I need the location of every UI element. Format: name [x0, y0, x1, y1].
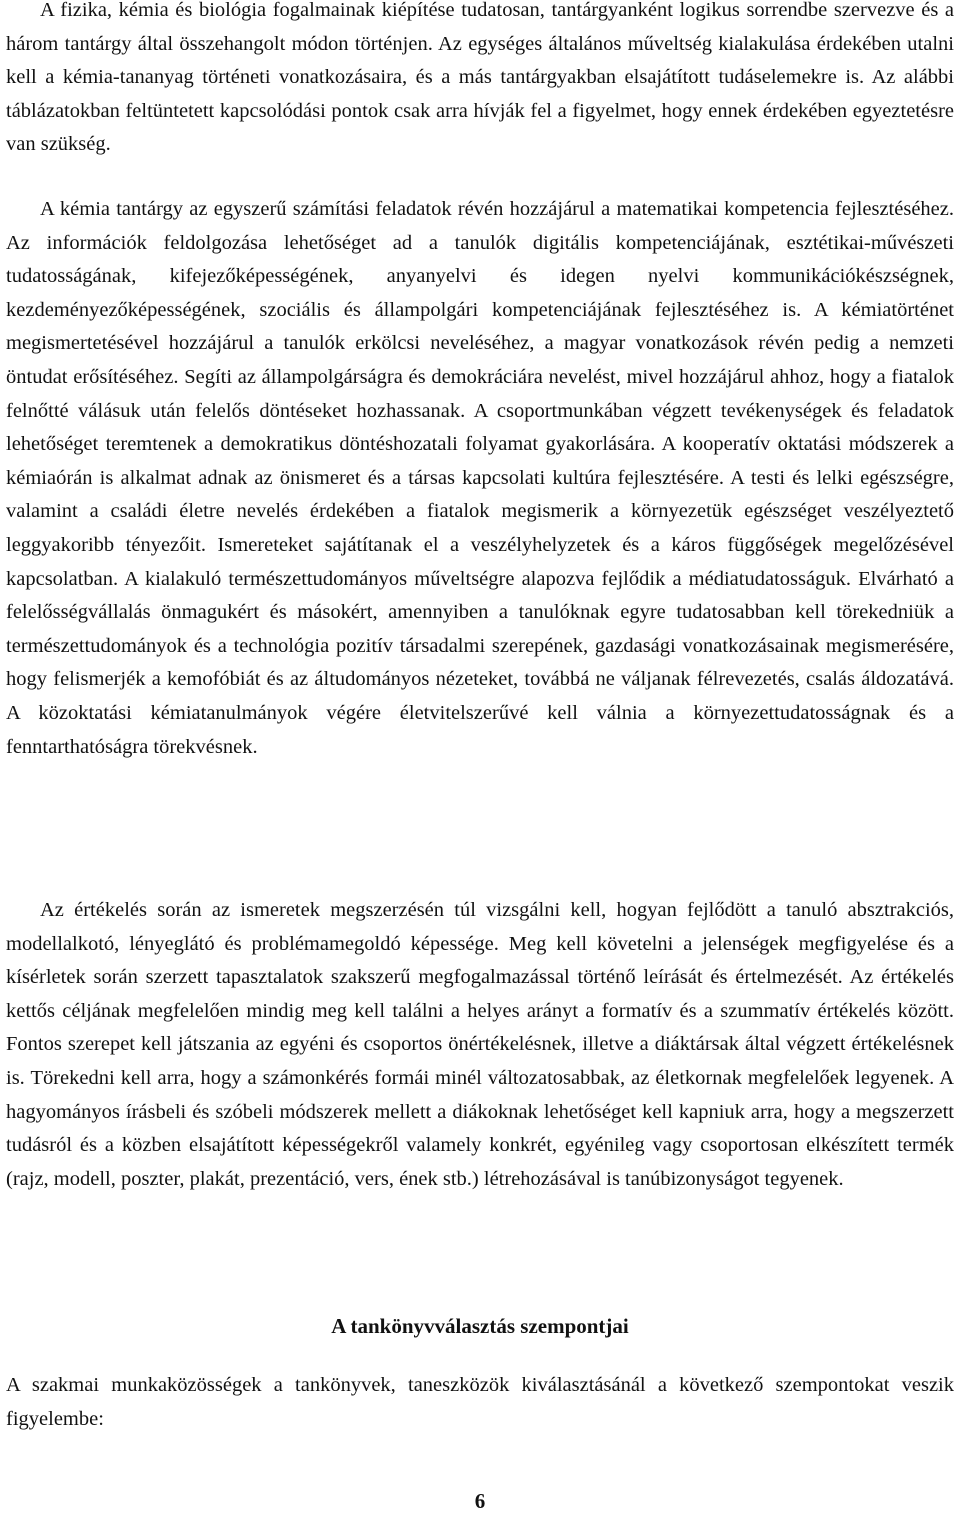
paragraph-textbook-criteria: A szakmai munkaközösségek a tankönyvek, taneszközök kiválasztásánál a következő szempontokat veszik figyelembe:: [6, 1374, 954, 1430]
paragraph-assessment: Az értékelés során az ismeretek megszerzésén túl vizsgálni kell, hogyan fejlődött a tanuló absztrakciós, modellalkotó, lényeglátó és problémamegoldó képessége. Meg kell követelni a jelenségek megfigyelése és a kísérletek során szerzett tapasztalatok szakszerű megfogalmazással történő leírását és értelmezését. Az értékelés kettős céljának megfelelően mindig meg kell találni a helyes arányt a formatív és a szummatív értékelés között. Fontos szerepet kell játszania az egyéni és csoportos önértékelésnek, illetve a diáktársak által végzett értékelésnek is. Törekedni kell arra, hogy a számonkérés formái minél változatosabbak, az életkornak megfelelőek legyenek. A hagyományos írásbeli és szóbeli módszerek mellett a diákoknak lehetőséget kell kapniuk arra, hogy a megszerzett tudásról és a közben elsajátított képességekről valamely konkrét, egyénileg vagy csoportosan elkészített termék (rajz, modell, poszter, plakát, prezentáció, vers, ének stb.) létrehozásával is tanúbizonyságot tegyenek.: [6, 899, 954, 1190]
page-number: 6: [474, 1489, 486, 1513]
paragraph-curriculum-coordination: A fizika, kémia és biológia fogalmainak kiépítése tudatosan, tantárgyanként logikus sorrendbe szervezve és a három tantárgy által összehangolt módon történjen. Az egységes általános műveltség kialakulása érdekében utalni kell a kémia-tananyag történeti vonatkozásaira, és a más tantárgyakban elsajátított tudáselemekre is. Az alábbi táblázatokban feltüntetett kapcsolódási pontok csak arra hívják fel a figyelmet, hogy ennek érdekében egyeztetésre van szükség.: [6, 0, 954, 156]
section-heading: A tankönyvválasztás szempontjai: [331, 1314, 629, 1338]
paragraph-competence-development: A kémia tantárgy az egyszerű számítási feladatok révén hozzájárul a matematikai kompetencia fejlesztéséhez. Az információk feldolgozása lehetőséget ad a tanulók digitális kompetenciájának, esztétikai-művészeti tudatosságának, kifejezőképességének, anyanyelvi és idegen nyelvi kommunikációkészségnek, kezdeményezőképességének, szociális és állampolgári kompetenciájának fejlesztéséhez is. A kémiatörténet megismertetésével hozzájárul a tanulók erkölcsi neveléséhez, a magyar vonatkozások révén pedig a nemzeti öntudat erősítéséhez. Segíti az állampolgárságra és demokráciára nevelést, mivel hozzájárul ahhoz, hogy a fiatalok felnőtté válásuk után felelős döntéseket hozhassanak. A csoportmunkában végzett tevékenységek és feladatok lehetőséget teremtenek a demokratikus döntéshozatali folyamat gyakorlására. A kooperatív oktatási módszerek a kémiaórán is alkalmat adnak az önismeret és a társas kapcsolati kultúra fejlesztésére. A testi és lelki egészségre, valamint a családi életre nevelés érdekében a fiatalok megismerik a környezetük egészséget veszélyeztető leggyakoribb tényezőit. Ismereteket sajátítanak el a veszélyhelyzetek és a káros függőségek megelőzésével kapcsolatban. A kialakuló természettudományos műveltségre alapozva fejlődik a médiatudatosságuk. Elvárható a felelősségvállalás önmagukért és másokért, amennyiben a tanulóknak egyre tudatosabban kell törekedniük a természettudományok és a technológia pozitív társadalmi szerepének, gazdasági vonatkozásainak megismerésére, hogy felismerjék a kemofóbiát és az áltudományos nézeteket, továbbá ne váljanak félrevezetés, csalás áldozatává. A közoktatási kémiatanulmányok végére életvitelszerűvé kell válnia a környezettudatosságnak és a fenntarthatóságra törekvésnek.: [6, 198, 954, 758]
